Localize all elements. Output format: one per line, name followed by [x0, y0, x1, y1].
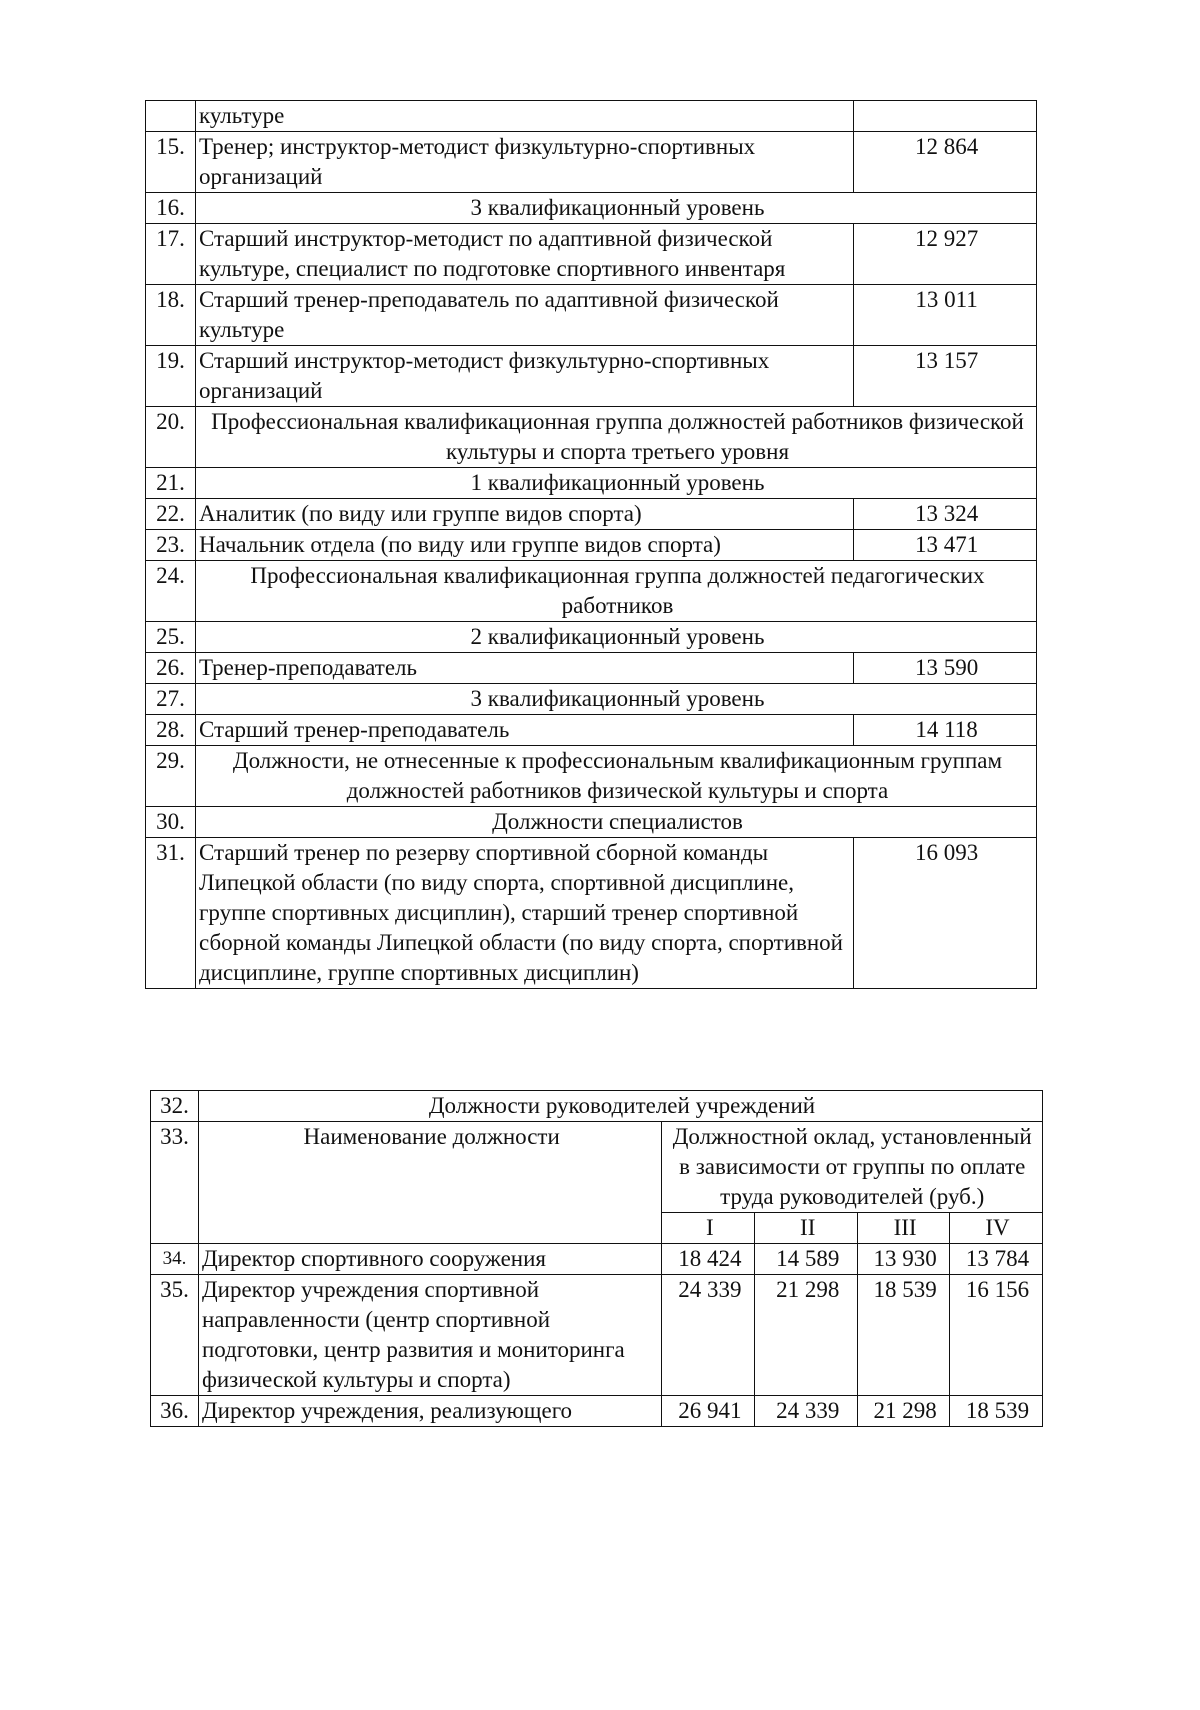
salary-value: 16 093: [854, 838, 1037, 989]
position-name: Старший тренер-преподаватель по адаптивной физической культуре: [195, 285, 853, 346]
table-row: [146, 193, 1037, 224]
row-number: 16.: [146, 193, 196, 224]
row-number: 35.: [151, 1275, 199, 1396]
row-number: [146, 101, 196, 132]
section-heading: Должности руководителей учреждений: [198, 1091, 1042, 1122]
row-number: 26.: [146, 653, 196, 684]
row-number: 18.: [146, 285, 196, 346]
section-heading: 3 квалификационный уровень: [195, 193, 1036, 224]
salary-value: [854, 101, 1037, 132]
salary-value: 13 590: [854, 653, 1037, 684]
table-row: [146, 838, 1037, 989]
section-heading: Профессиональная квалификационная группа должностей работников физической культуры и спорта третьего уровня: [195, 407, 1036, 468]
row-number: 33.: [151, 1122, 199, 1244]
row-number: 31.: [146, 838, 196, 989]
position-name: Старший инструктор-методист физкультурно-спортивных организаций: [195, 346, 853, 407]
position-name: Тренер; инструктор-методист физкультурно-спортивных организаций: [195, 132, 853, 193]
salary-value: 24 339: [662, 1275, 755, 1396]
salary-value: 24 339: [755, 1396, 858, 1427]
salary-value: 13 784: [950, 1244, 1043, 1275]
table-row: [146, 499, 1037, 530]
table-row: [146, 622, 1037, 653]
salary-value: 14 118: [854, 715, 1037, 746]
table-row: [146, 407, 1037, 468]
salary-value: 12 864: [854, 132, 1037, 193]
salary-value: 18 539: [858, 1275, 950, 1396]
table-row: [146, 101, 1037, 132]
table-row: [151, 1275, 1043, 1396]
section-heading: 2 квалификационный уровень: [195, 622, 1036, 653]
section-heading: 1 квалификационный уровень: [195, 468, 1036, 499]
salary-value: 26 941: [662, 1396, 755, 1427]
row-number: 20.: [146, 407, 196, 468]
salary-value: 21 298: [858, 1396, 950, 1427]
position-name: культуре: [195, 101, 853, 132]
table-row: [151, 1091, 1043, 1122]
salary-value: 21 298: [755, 1275, 858, 1396]
section-heading: Профессиональная квалификационная группа должностей педагогических работников: [195, 561, 1036, 622]
salary-value: 13 930: [858, 1244, 950, 1275]
table-row: [146, 653, 1037, 684]
salary-value: 13 471: [854, 530, 1037, 561]
row-number: 24.: [146, 561, 196, 622]
salary-header: Должностной оклад, установленный в зависимости от группы по оплате труда руководителей (руб.): [662, 1122, 1043, 1213]
header-row: [151, 1122, 1043, 1213]
directors-table: [150, 1090, 1043, 1427]
position-name: Директор спортивного сооружения: [198, 1244, 661, 1275]
table-row: [146, 684, 1037, 715]
table-row: [151, 1244, 1043, 1275]
table-row: [146, 561, 1037, 622]
table-row: [146, 346, 1037, 407]
row-number: 21.: [146, 468, 196, 499]
table-row: [146, 715, 1037, 746]
group-header: II: [755, 1213, 858, 1244]
group-header: I: [662, 1213, 755, 1244]
table-row: [146, 224, 1037, 285]
position-name: Директор учреждения спортивной направленности (центр спортивной подготовки, центр развития и мониторинга физической культуры и спорта): [198, 1275, 661, 1396]
salary-value: 13 157: [854, 346, 1037, 407]
row-number: 19.: [146, 346, 196, 407]
salary-value: 13 324: [854, 499, 1037, 530]
group-header: III: [858, 1213, 950, 1244]
row-number: 17.: [146, 224, 196, 285]
position-name: Старший тренер-преподаватель: [195, 715, 853, 746]
salary-value: 18 424: [662, 1244, 755, 1275]
section-heading: Должности специалистов: [195, 807, 1036, 838]
row-number: 30.: [146, 807, 196, 838]
section-heading: 3 квалификационный уровень: [195, 684, 1036, 715]
row-number: 28.: [146, 715, 196, 746]
table-row: [146, 746, 1037, 807]
row-number: 15.: [146, 132, 196, 193]
table-row: [146, 468, 1037, 499]
salary-value: 14 589: [755, 1244, 858, 1275]
row-number: 23.: [146, 530, 196, 561]
positions-table: [145, 100, 1037, 989]
position-name: Начальник отдела (по виду или группе видов спорта): [195, 530, 853, 561]
salary-value: 16 156: [950, 1275, 1043, 1396]
table-row: [146, 807, 1037, 838]
salary-value: 12 927: [854, 224, 1037, 285]
table-row: [151, 1396, 1043, 1427]
row-number: 29.: [146, 746, 196, 807]
salary-value: 18 539: [950, 1396, 1043, 1427]
position-name: Старший тренер по резерву спортивной сборной команды Липецкой области (по виду спорта, спортивной дисциплине, группе спортивных дисциплин), старший тренер спортивной сборной команды Липецкой области (по виду спорта, спортивной дисциплине, группе спортивных дисциплин): [195, 838, 853, 989]
table-row: [146, 132, 1037, 193]
row-number: 22.: [146, 499, 196, 530]
row-number: 25.: [146, 622, 196, 653]
table-row: [146, 285, 1037, 346]
row-number: 34.: [151, 1244, 199, 1275]
position-name: Тренер-преподаватель: [195, 653, 853, 684]
row-number: 32.: [151, 1091, 199, 1122]
row-number: 27.: [146, 684, 196, 715]
position-name: Аналитик (по виду или группе видов спорта): [195, 499, 853, 530]
position-name: Старший инструктор-методист по адаптивной физической культуре, специалист по подготовке спортивного инвентаря: [195, 224, 853, 285]
table-row: [146, 530, 1037, 561]
group-header: IV: [950, 1213, 1043, 1244]
position-name: Директор учреждения, реализующего: [198, 1396, 661, 1427]
position-name-header: Наименование должности: [198, 1122, 661, 1244]
section-heading: Должности, не отнесенные к профессиональным квалификационным группам должностей работников физической культуры и спорта: [195, 746, 1036, 807]
salary-value: 13 011: [854, 285, 1037, 346]
row-number: 36.: [151, 1396, 199, 1427]
